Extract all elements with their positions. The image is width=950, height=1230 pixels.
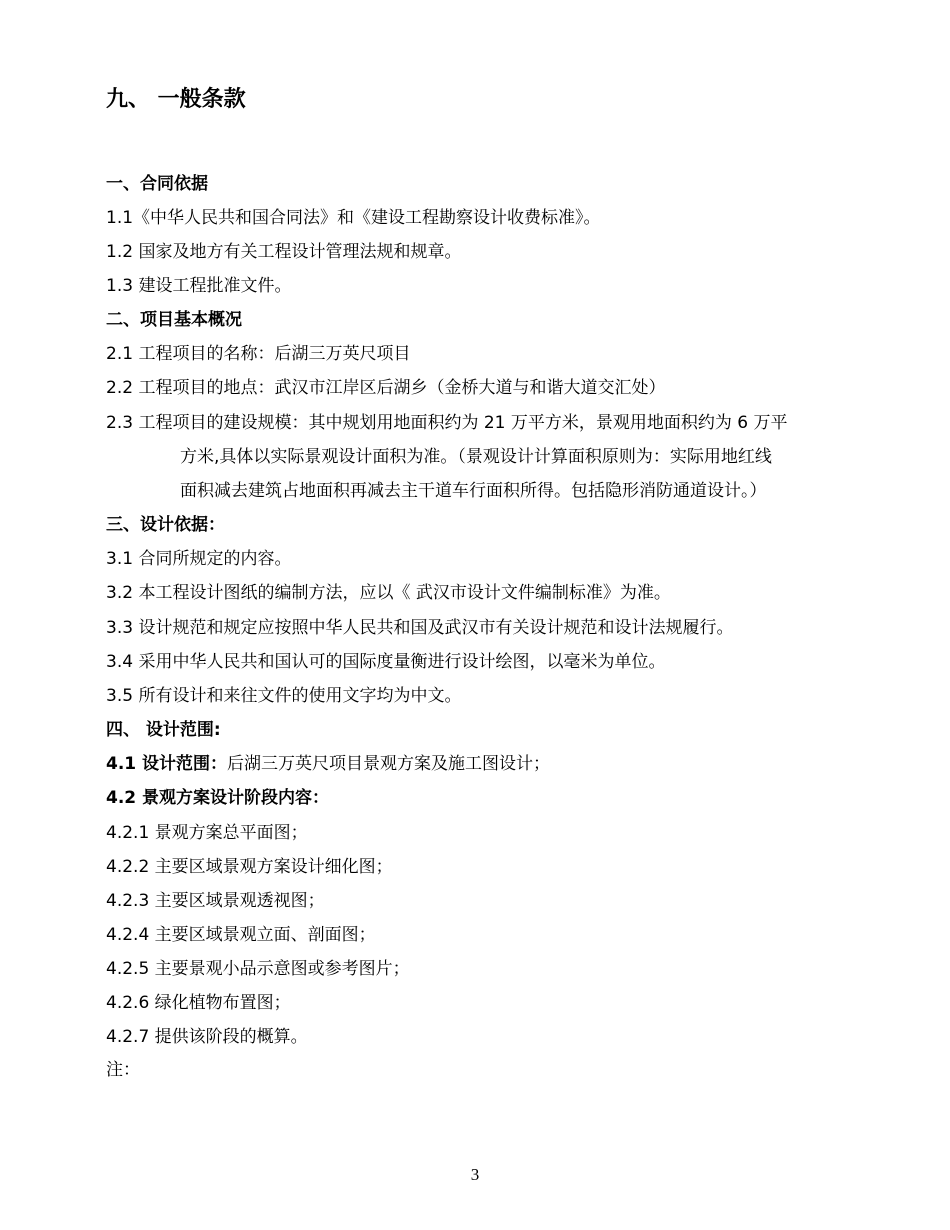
page-number: 3 bbox=[470, 1165, 480, 1184]
list-item: 4.2.7 提供该阶段的概算。 bbox=[106, 1027, 308, 1047]
list-item: 1.3 建设工程批准文件。 bbox=[106, 276, 292, 296]
list-item: 2.2 工程项目的地点：武汉市江岸区后湖乡（金桥大道与和谐大道交汇处） bbox=[106, 378, 666, 398]
list-item: 2.3 工程项目的建设规模：其中规划用地面积约为 21 万平方米，景观用地面积约为 6 万平 bbox=[106, 413, 788, 433]
list-item: 1.1《中华人民共和国合同法》和《建设工程勘察设计收费标准》。 bbox=[106, 208, 601, 228]
list-item: 4.2.1 景观方案总平面图； bbox=[106, 823, 308, 843]
list-item: 4.2.2 主要区域景观方案设计细化图； bbox=[106, 857, 393, 877]
subsection-heading-scheme-stage: 4.2 景观方案设计阶段内容： bbox=[106, 788, 330, 808]
scope-text: 后湖三万英尺项目景观方案及施工图设计； bbox=[227, 754, 551, 774]
section-heading-design-scope: 四、 设计范围: bbox=[106, 720, 221, 740]
list-item: 4.2.5 主要景观小品示意图或参考图片； bbox=[106, 959, 410, 979]
list-item: 3.1 合同所规定的内容。 bbox=[106, 549, 292, 569]
list-item: 2.1 工程项目的名称：后湖三万英尺项目 bbox=[106, 344, 411, 364]
list-item: 3.3 设计规范和规定应按照中华人民共和国及武汉市有关设计规范和设计法规履行。 bbox=[106, 618, 734, 638]
section-heading-contract-basis: 一、合同依据 bbox=[106, 174, 208, 194]
section-heading-design-basis: 三、设计依据： bbox=[106, 515, 225, 535]
scope-label: 4.1 设计范围： bbox=[106, 754, 228, 774]
list-item-scope bbox=[106, 752, 550, 776]
section-heading-project-overview: 二、项目基本概况 bbox=[106, 310, 242, 330]
list-item: 4.2.4 主要区域景观立面、剖面图； bbox=[106, 925, 376, 945]
note-label: 注： bbox=[106, 1060, 140, 1080]
list-item: 1.2 国家及地方有关工程设计管理法规和规章。 bbox=[106, 242, 462, 262]
list-item: 4.2.3 主要区域景观透视图； bbox=[106, 891, 325, 911]
list-item-continuation: 方米,具体以实际景观设计面积为准。（景观设计计算面积原则为：实际用地红线 bbox=[180, 447, 772, 467]
list-item: 3.5 所有设计和来往文件的使用文字均为中文。 bbox=[106, 686, 462, 706]
list-item-continuation: 面积减去建筑占地面积再减去主干道车行面积所得。包括隐形消防通道设计。） bbox=[180, 481, 767, 501]
list-item: 4.2.6 绿化植物布置图； bbox=[106, 993, 291, 1013]
list-item: 3.2 本工程设计图纸的编制方法，应以《 武汉市设计文件编制标准》为准。 bbox=[106, 583, 671, 603]
list-item: 3.4 采用中华人民共和国认可的国际度量衡进行设计绘图，以毫米为单位。 bbox=[106, 652, 666, 672]
page-title: 九、 一般条款 bbox=[106, 87, 246, 112]
